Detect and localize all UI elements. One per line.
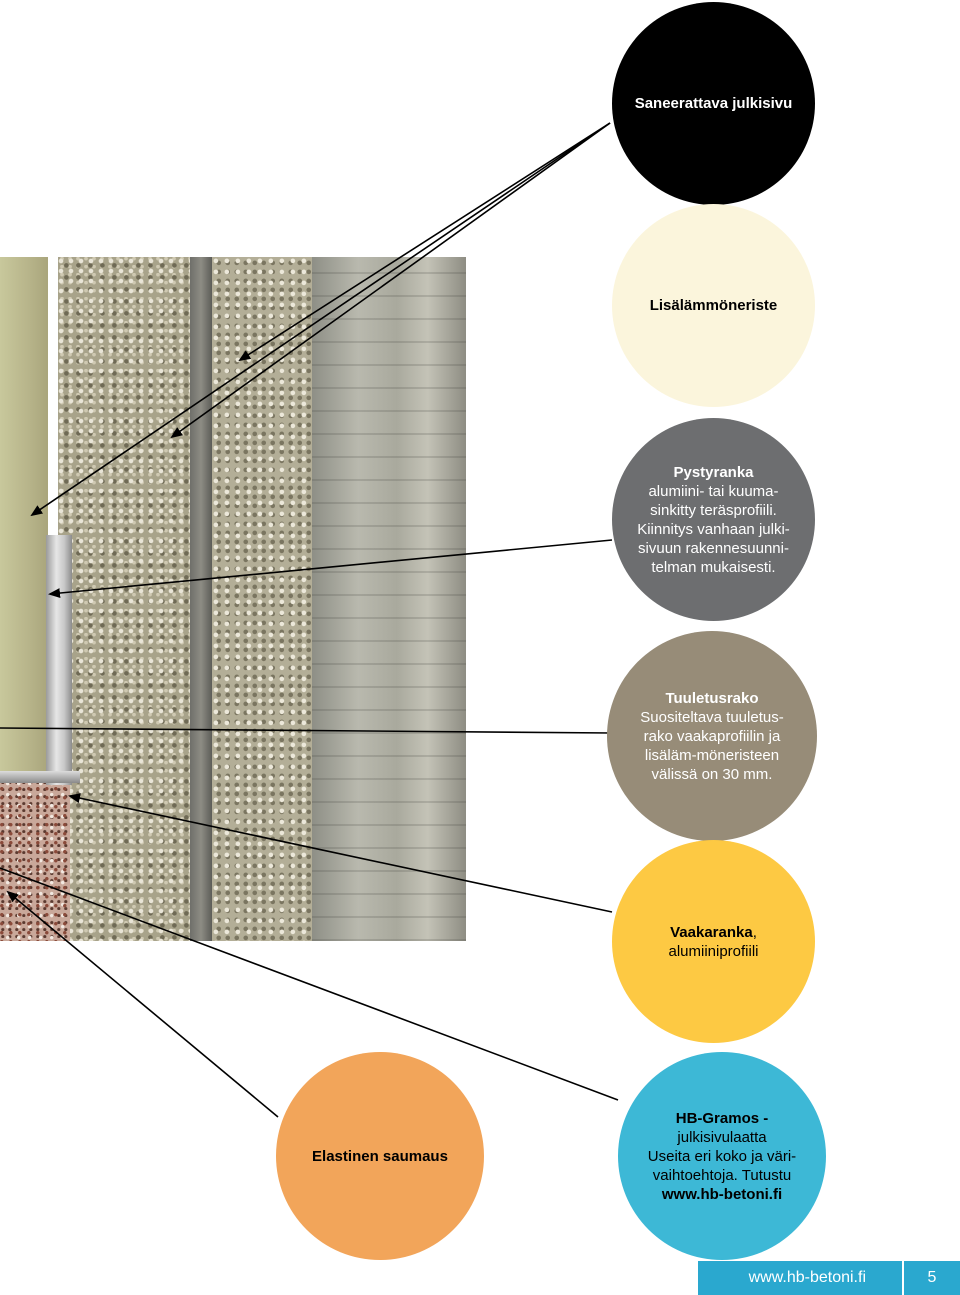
footer-website-link[interactable]: www.hb-betoni.fi bbox=[698, 1261, 902, 1295]
circle-body-line: vaihtoehtoja. Tutustu bbox=[652, 1166, 792, 1184]
circle-title: Lisälämmöneriste bbox=[649, 297, 778, 314]
circle-body: alumiini- tai kuuma-sinkitty teräsprofiili. Kiinnitys vanhaan julki-sivuun rakennesuunni-telman mukaisesti. bbox=[637, 482, 790, 576]
leader-saneerattava-3 bbox=[32, 123, 610, 515]
leader-saneerattava-1 bbox=[240, 123, 610, 360]
circle-tuuletusrako bbox=[607, 631, 817, 841]
circle-body: , alumiiniprofiili bbox=[668, 923, 759, 960]
circle-lisalammoneriste bbox=[612, 204, 815, 407]
circle-title: Tuuletusrako bbox=[665, 689, 759, 707]
leader-pystyranka bbox=[50, 540, 612, 594]
leader-hbgramos bbox=[0, 868, 618, 1100]
website-link[interactable]: www.hb-betoni.fi bbox=[661, 1185, 783, 1203]
circle-saneerattava-julkisivu bbox=[612, 2, 815, 205]
circle-body: Suositeltava tuuletus-rako vaakaprofiilin ja lisäläm-möneristeen välissä on 30 mm. bbox=[640, 708, 784, 783]
circle-title: Saneerattava julkisivu bbox=[634, 95, 793, 112]
leader-tuuletusrako bbox=[0, 728, 612, 733]
circle-text bbox=[634, 923, 793, 961]
circle-title: Elastinen saumaus bbox=[312, 1147, 448, 1165]
circle-pystyranka bbox=[612, 418, 815, 621]
circle-elastinen-saumaus bbox=[276, 1052, 484, 1260]
page-number: 5 bbox=[904, 1261, 960, 1295]
leader-vaakaranka bbox=[70, 796, 612, 912]
circle-hb-gramos bbox=[618, 1052, 826, 1260]
circle-vaakaranka bbox=[612, 840, 815, 1043]
circle-title: Pystyranka bbox=[673, 463, 754, 481]
circle-title: Vaakaranka bbox=[670, 923, 753, 941]
leader-elastinen bbox=[8, 892, 278, 1117]
circle-title: HB-Gramos - bbox=[675, 1109, 769, 1127]
leader-saneerattava-2 bbox=[172, 123, 610, 437]
circle-body-line: Useita eri koko ja väri- bbox=[647, 1147, 797, 1165]
circle-subtitle: julkisivulaatta bbox=[677, 1128, 767, 1146]
